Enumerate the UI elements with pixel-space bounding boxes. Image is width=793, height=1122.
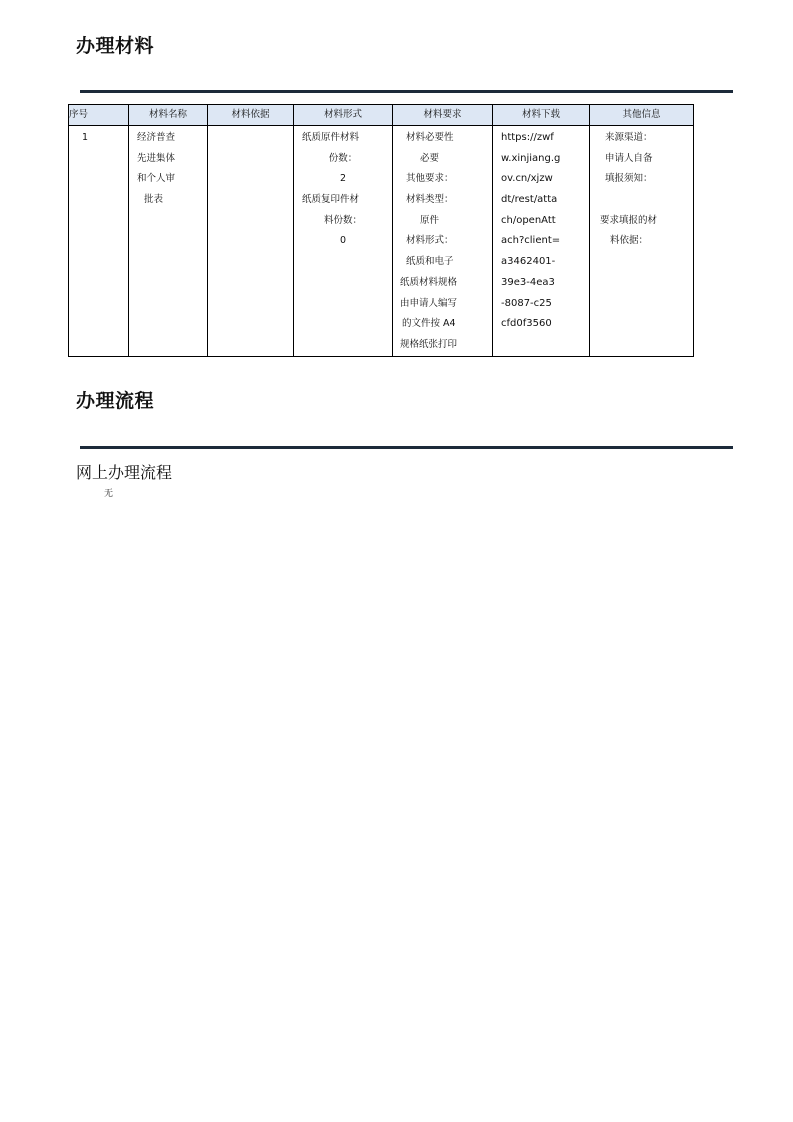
header-material-basis: 材料依据 <box>208 105 294 126</box>
cell-material-requirement <box>393 126 493 357</box>
cell-index <box>69 126 129 357</box>
download-link-line[interactable]: ch/openAtt <box>501 214 556 226</box>
material-form-line: 纸质原件材料 <box>302 132 360 143</box>
download-link-line[interactable]: -8087-c25 <box>501 297 552 309</box>
material-form-line: 0 <box>339 235 347 247</box>
process-section-title: 办理流程 <box>76 390 155 412</box>
header-other-info: 其他信息 <box>590 105 694 126</box>
header-material-form: 材料形式 <box>294 105 393 126</box>
header-material-name: 材料名称 <box>129 105 208 126</box>
cell-other-info <box>590 126 694 357</box>
cell-material-form <box>294 126 393 357</box>
download-link-line[interactable]: 39e3-4ea3 <box>501 276 555 288</box>
online-process-title: 网上办理流程 <box>76 463 173 482</box>
other-info-line: 申请人自备 <box>605 152 653 164</box>
material-name-line: 批表 <box>144 194 164 206</box>
other-info-line: 来源渠道： <box>605 132 653 143</box>
download-link-line[interactable]: https://zwf <box>501 132 554 143</box>
material-requirement-line: 原件 <box>420 214 440 226</box>
download-link-line[interactable]: ov.cn/xjzw <box>501 173 553 185</box>
material-name-line: 先进集体 <box>137 152 176 164</box>
material-requirement-line: 其他要求： <box>406 173 454 185</box>
other-info-line: 填报须知： <box>605 173 653 185</box>
download-link-line[interactable]: w.xinjiang.g <box>501 152 561 164</box>
material-name-line: 和个人审 <box>137 173 176 185</box>
download-link-line[interactable]: cfd0f3560 <box>501 318 552 330</box>
other-info-line: 要求填报的材 <box>600 214 658 226</box>
cell-material-name <box>129 126 208 357</box>
cell-material-basis <box>208 126 294 357</box>
table-header-row <box>69 105 694 126</box>
material-name-line: 经济普查 <box>137 132 176 143</box>
download-link-line[interactable]: a3462401- <box>501 256 556 268</box>
material-form-line: 2 <box>339 173 347 185</box>
material-requirement-line: 材料必要性 <box>406 132 454 143</box>
materials-section-title: 办理材料 <box>76 35 155 57</box>
material-requirement-line: 纸质材料规格 <box>400 276 458 288</box>
material-requirement-line: 材料类型： <box>406 194 454 206</box>
other-info-line: 料依据： <box>610 235 649 247</box>
material-requirement-line: 由申请人编写 <box>400 297 458 309</box>
process-divider <box>80 446 733 449</box>
header-material-download: 材料下载 <box>493 105 590 126</box>
material-requirement-line: 纸质和电子 <box>406 256 454 268</box>
material-form-line: 料份数： <box>323 214 362 226</box>
material-requirement-line: 必要 <box>420 152 440 164</box>
material-form-line: 纸质复印件材 <box>302 194 360 206</box>
download-link-line[interactable]: ach?client= <box>501 235 561 247</box>
materials-divider <box>80 90 733 93</box>
header-index: 序号 <box>69 105 129 126</box>
material-requirement-line: 的文件按 A4 <box>402 318 456 330</box>
material-requirement-line: 规格纸张打印 <box>400 338 458 350</box>
index-value: 1 <box>82 132 89 143</box>
materials-table <box>68 104 694 357</box>
material-requirement-line: 材料形式： <box>406 235 454 247</box>
material-form-line: 份数： <box>328 152 358 164</box>
header-material-requirement: 材料要求 <box>393 105 493 126</box>
download-link-line[interactable]: dt/rest/atta <box>501 194 558 206</box>
table-row <box>69 126 694 357</box>
cell-material-download <box>493 126 590 357</box>
other-info-line <box>590 190 693 211</box>
online-process-value: 无 <box>104 489 114 499</box>
